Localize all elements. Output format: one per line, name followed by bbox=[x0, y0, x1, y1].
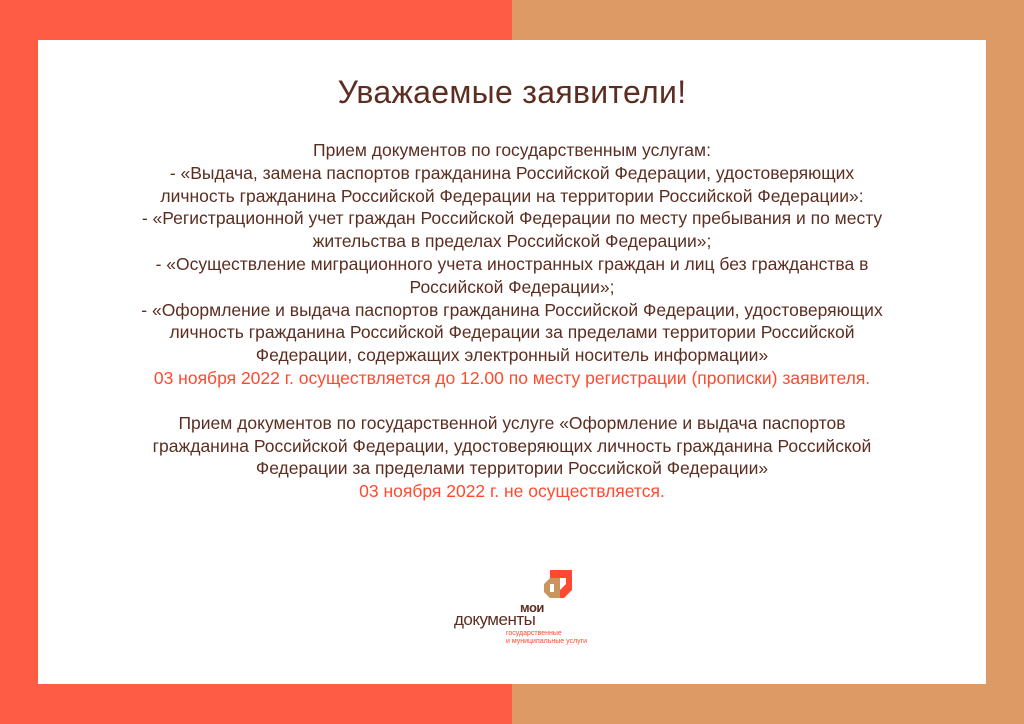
logo-subtitle-line: государственные bbox=[506, 630, 562, 637]
section1-line: личность гражданина Российской Федерации за пределами территории Российской bbox=[169, 322, 855, 343]
logo-subtitle-line: и муниципальные услуги bbox=[506, 638, 588, 645]
notice-card bbox=[38, 40, 986, 684]
section1-line: - «Осуществление миграционного учета иностранных граждан и лиц без гражданства в bbox=[155, 253, 869, 274]
section1-line: - «Оформление и выдача паспортов гражданина Российской Федерации, удостоверяющих bbox=[141, 299, 883, 320]
section1-line: личность гражданина Российской Федерации на территории Российской Федерации»: bbox=[160, 185, 864, 206]
logo-subtitle bbox=[506, 630, 587, 646]
section2-line: гражданина Российской Федерации, удостоверяющих личность гражданина Российской bbox=[152, 435, 872, 456]
section1-highlight: 03 ноября 2022 г. осуществляется до 12.00 по месту регистрации (прописки) заявителя. bbox=[153, 367, 871, 388]
section1-line: Прием документов по государственным услугам: bbox=[313, 140, 711, 160]
section2-highlight: 03 ноября 2022 г. не осуществляется. bbox=[359, 481, 665, 502]
logo-mark-icon bbox=[538, 568, 574, 602]
section2-line: Федерации за пределами территории Российской Федерации» bbox=[255, 458, 769, 479]
section1-line: жительства в пределах Российской Федерации»; bbox=[312, 231, 712, 252]
logo-text-documents: документы bbox=[454, 610, 536, 629]
section1-line: - «Выдача, замена паспортов гражданина Российской Федерации, удостоверяющих bbox=[169, 162, 855, 183]
section-spacer bbox=[58, 390, 966, 412]
section1-line: - «Регистрационной учет граждан Российской Федерации по месту пребывания и по месту bbox=[141, 208, 883, 229]
page-title: Уважаемые заявители! bbox=[337, 74, 687, 110]
section2-line: Прием документов по государственной услуге «Оформление и выдача паспортов bbox=[178, 412, 846, 433]
logo-text-moi: мои bbox=[520, 600, 544, 615]
notice-body bbox=[58, 139, 966, 503]
section1-line: Российской Федерации»; bbox=[409, 276, 615, 297]
section1-line: Федерации, содержащих электронный носитель информации» bbox=[255, 345, 769, 366]
moi-dokumenty-logo bbox=[454, 568, 604, 648]
